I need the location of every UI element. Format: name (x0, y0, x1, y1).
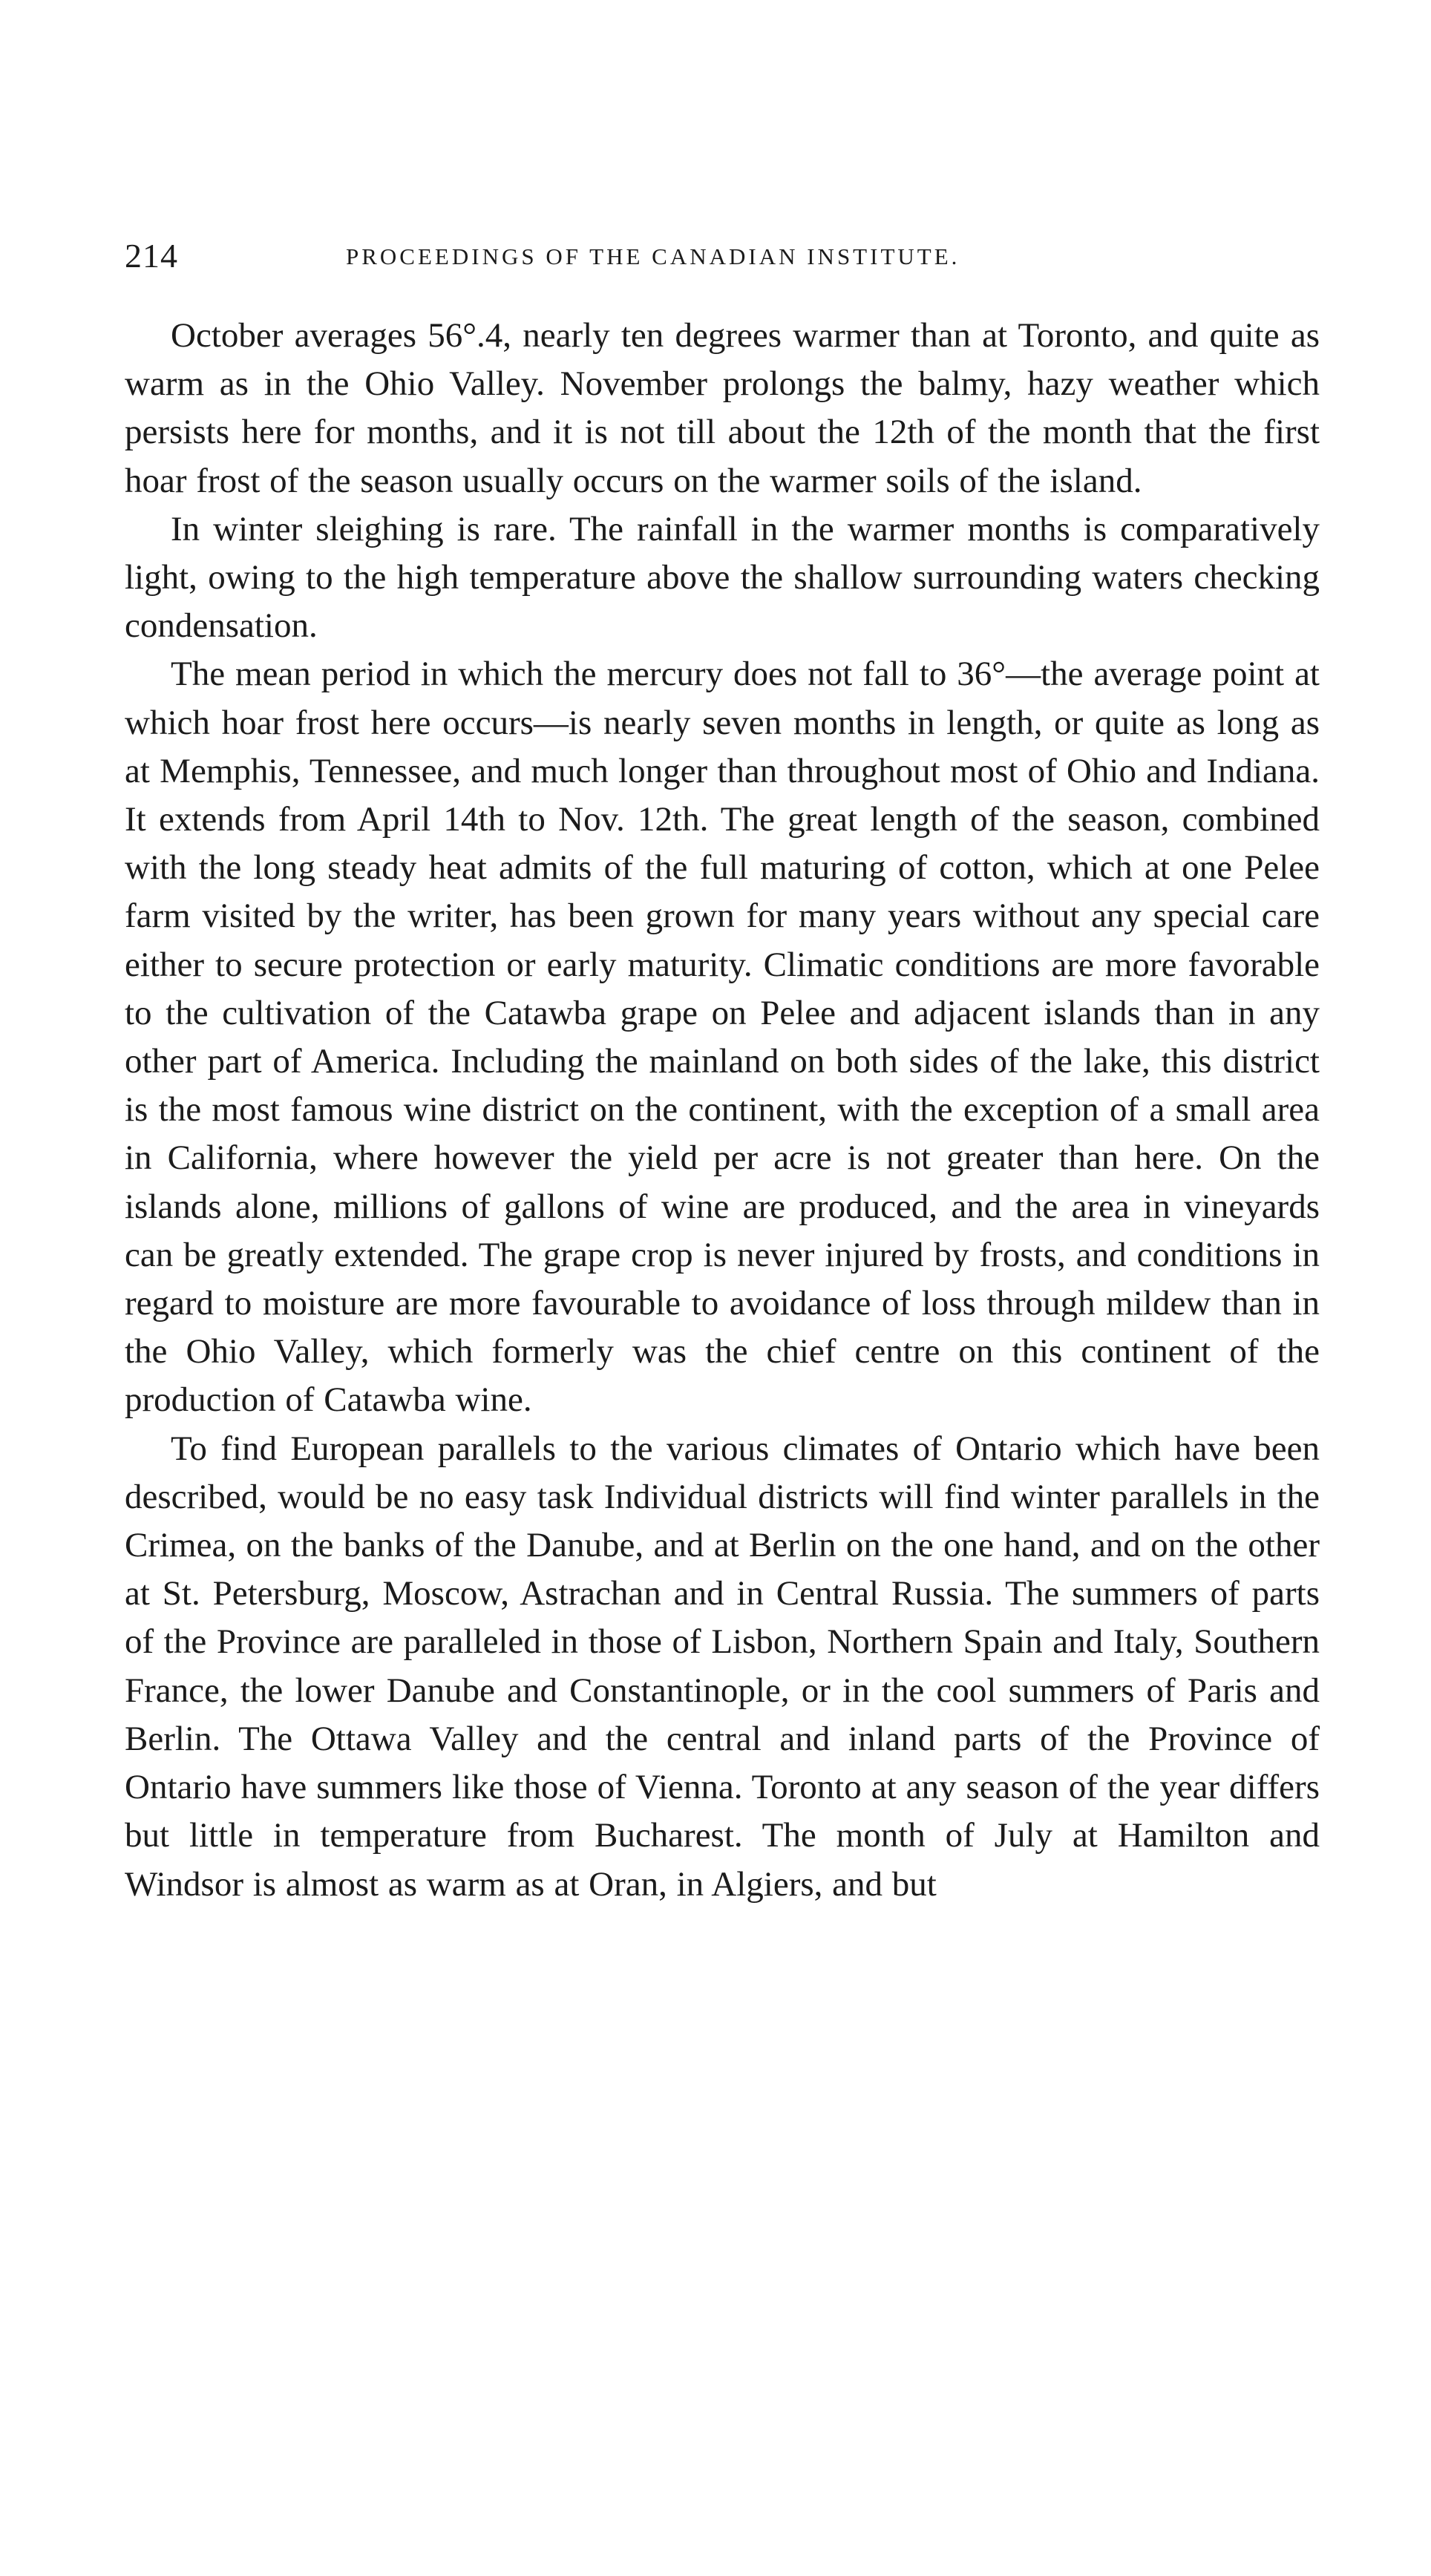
body-text (125, 312, 1320, 1909)
paragraph-growing-season: The mean period in which the mercury does not fall to 36°—the average point at which hoar frost here occurs—is nearly seven months in length, or quite as long as at Memphis, Tennessee, and much longer than throughout most of Ohio and Indiana. It extends from April 14th to Nov. 12th. The great length of the season, combined with the long steady heat admits of the full maturing of cotton, which at one Pelee farm visited by the writer, has been grown for many years without any special care either to secure protection or early maturity. Climatic conditions are more favorable to the cultivation of the Catawba grape on Pelee and adjacent islands than in any other part of America. Including the mainland on both sides of the lake, this district is the most famous wine district on the continent, with the exception of a small area in California, where however the yield per acre is not greater than here. On the islands alone, millions of gallons of wine are produced, and the area in vineyards can be greatly extended. The grape crop is never injured by frosts, and conditions in regard to moisture are more favourable to avoidance of loss through mildew than in the Ohio Valley, which formerly was the chief centre on this continent of the production of Catawba wine. (125, 655, 1320, 1420)
book-page (125, 236, 1320, 1909)
page-number: 214 (125, 237, 178, 275)
paragraph-winter-rainfall: In winter sleighing is rare. The rainfall in the warmer months is comparatively light, owing to the high temperature above the shallow surrounding waters checking condensation. (125, 509, 1320, 646)
running-title: PROCEEDINGS OF THE CANADIAN INSTITUTE. (346, 243, 960, 269)
paragraph-european-parallels: To find European parallels to the various climates of Ontario which have been described, would be no easy task Individual districts will find winter parallels in the Crimea, on the banks of the Danube, and at Berlin on the one hand, and on the other at St. Petersburg, Moscow, Astrachan and in Central Russia. The summers of parts of the Province are paralleled in those of Lisbon, Northern Spain and Italy, Southern France, the lower Danube and Constantinople, or in the cool summers of Paris and Berlin. The Ottawa Valley and the central and inland parts of the Province of Ontario have summers like those of Vienna. Toronto at any season of the year differs but little in temperature from Bucharest. The month of July at Hamilton and Windsor is almost as warm as at Oran, in Algiers, and but (125, 1429, 1320, 1904)
paragraph-october-november: October averages 56°.4, nearly ten degrees warmer than at Toronto, and quite as warm as in the Ohio Valley. November prolongs the balmy, hazy weather which persists here for months, and it is not till about the 12th of the month that the first hoar frost of the season usually occurs on the warmer soils of the island. (125, 316, 1320, 500)
running-head (125, 236, 1320, 281)
